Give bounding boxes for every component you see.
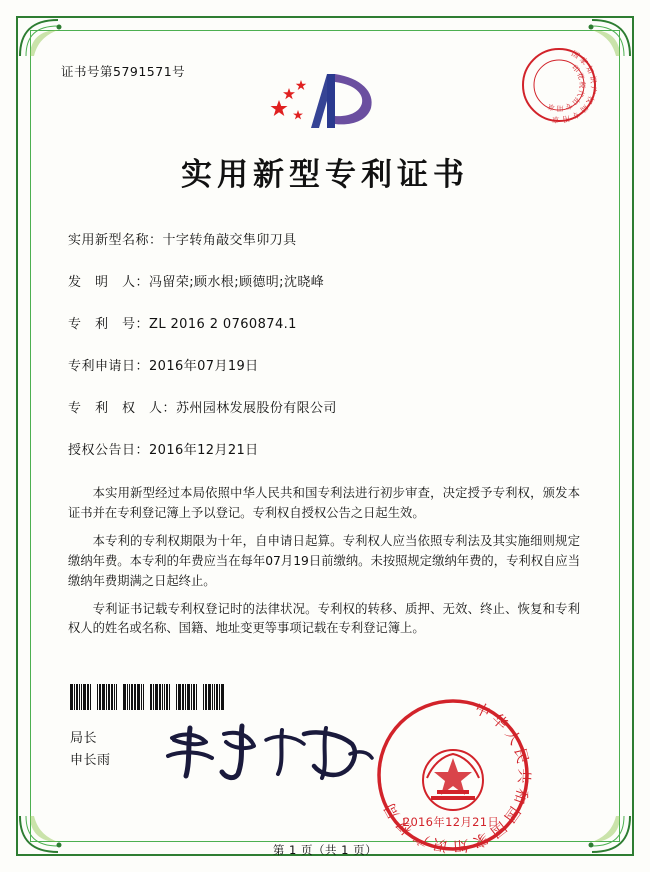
cnipa-patent-logo-icon — [265, 66, 385, 136]
legal-paragraphs — [68, 484, 580, 647]
svg-text:国家知识产权局专用章: 国家知识产权局专用章 — [549, 48, 598, 124]
director-name: 申长雨 — [70, 753, 111, 769]
svg-text:印花税代扣专用章: 印花税代扣专用章 — [545, 63, 587, 113]
field-label: 专利申请日： — [68, 359, 150, 374]
field-value: ZL 2016 2 0760874.1 — [149, 317, 297, 332]
field-row-utility-model-name — [68, 229, 588, 248]
field-value: 2016年12月21日 — [149, 443, 259, 458]
field-value: 苏州园林发展股份有限公司 — [176, 401, 337, 416]
seal-date: 2016年12月21日 — [402, 815, 500, 829]
field-label: 实用新型名称： — [68, 233, 163, 248]
director-label: 局长 — [70, 731, 98, 746]
field-value: 十字转角敲交隼卯刀具 — [162, 233, 297, 248]
patent-fields — [68, 229, 588, 481]
field-row-inventors — [68, 271, 588, 290]
field-value: 冯留荣;顾水根;顾德明;沈晓峰 — [149, 275, 325, 290]
field-value: 2016年07月19日 — [149, 359, 259, 374]
certificate-barcode — [70, 684, 256, 710]
field-label: 专 利 权 人： — [68, 401, 177, 416]
director-block — [70, 728, 111, 772]
field-label: 发 明 人： — [68, 275, 150, 290]
field-row-patentee — [68, 397, 588, 416]
certificate-number: 证书号第5791571号 — [61, 64, 186, 79]
stamp-duty-seal-icon — [520, 46, 598, 124]
field-label: 授权公告日： — [68, 443, 150, 458]
page-title: 实用新型专利证书 — [181, 157, 469, 193]
field-row-application-date — [68, 355, 588, 374]
paragraph-term-and-fees: 本专利的专利权期限为十年，自申请日起算。专利权人应当依照专利法及其实施细则规定缴纳年费。本专利的年费应当在每年07月19日前缴纳。未按照规定缴纳年费的，专利权自应当缴纳年费期满之日起终止。 — [68, 533, 580, 588]
paragraph-grant: 本实用新型经过本局依照中华人民共和国专利法进行初步审查，决定授予专利权，颁发本证书并在专利登记簿上予以登记。专利权自授权公告之日起生效。 — [68, 486, 580, 520]
page-footer: 第 1 页（共 1 页） — [272, 843, 378, 857]
field-row-grant-announcement-date — [68, 439, 588, 458]
svg-text:中华人民共和国国家知识产权局: 中华人民共和国国家知识产权局 — [378, 699, 532, 854]
paragraph-register: 专利证书记载专利权登记时的法律状况。专利权的转移、质押、无效、终止、恢复和专利权人的姓名或名称、国籍、地址变更等事项记载在专利登记簿上。 — [68, 601, 580, 636]
director-signature — [154, 720, 384, 784]
field-row-patent-number — [68, 313, 588, 332]
national-ip-administration-seal-icon — [374, 696, 532, 854]
field-label: 专 利 号： — [68, 317, 150, 332]
